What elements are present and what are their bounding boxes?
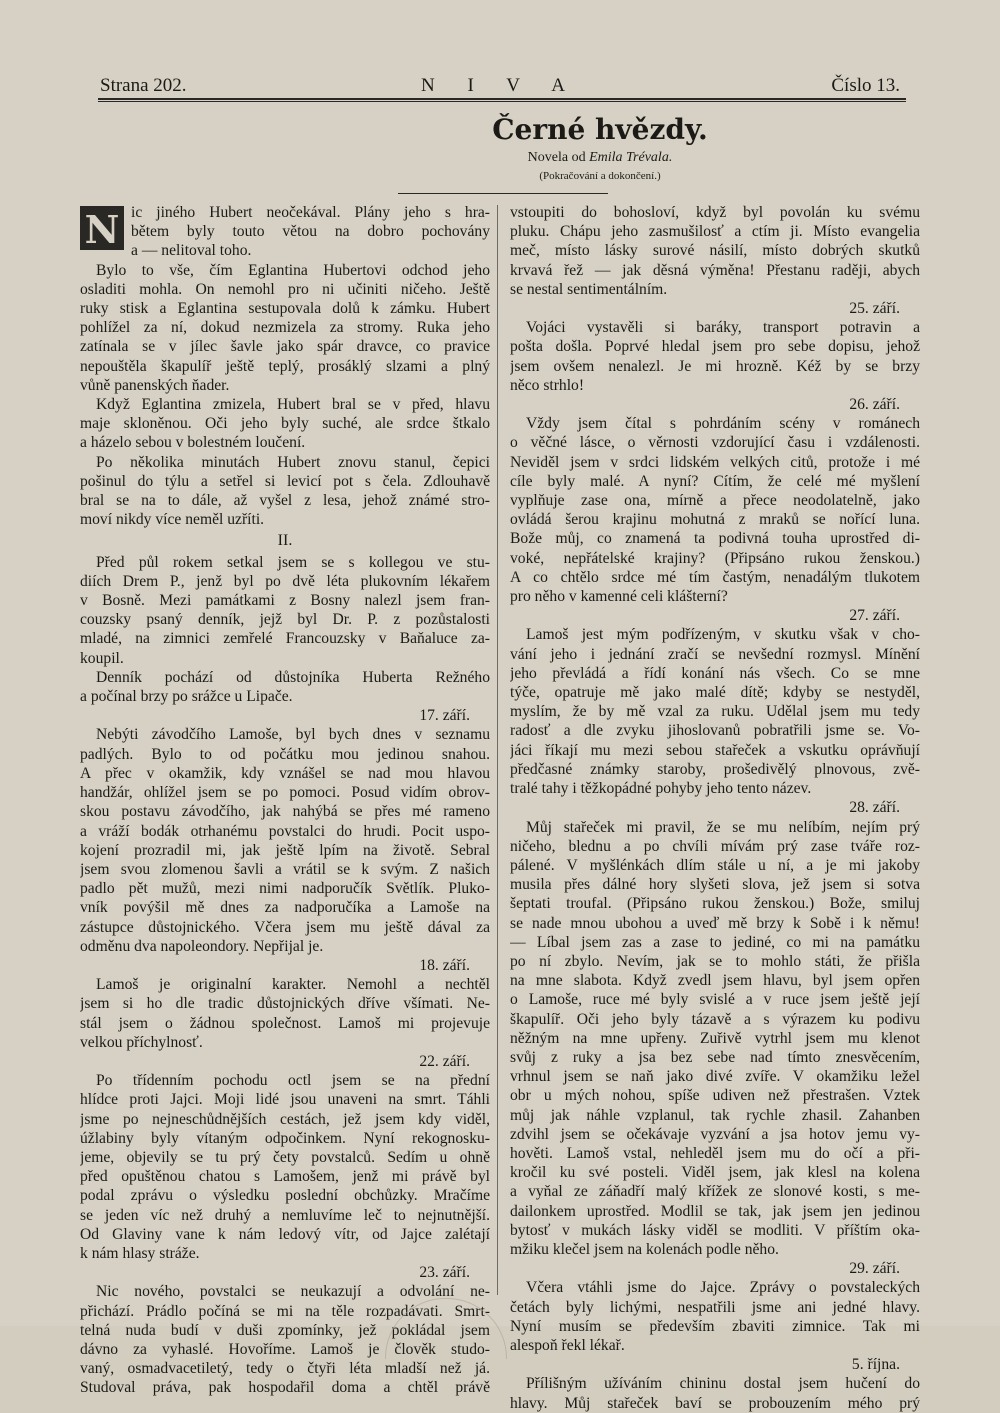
text-line: zatínala se v jílec šavle jako spár dravce, co pravice: [80, 338, 490, 356]
text-line: něžným na mne upřeny. Zuřivě vytrhl jsem mu klenot: [510, 1029, 920, 1047]
diary-date: 17. září.: [419, 707, 470, 725]
text-line: ničeho, blednu a po chvíli mívám prý zase tváře roz-: [510, 837, 920, 855]
text-line: jsem si ho dle tradic důstojnických dříve všímati. Ne-: [80, 995, 490, 1013]
text-line: svůj z ruky a jsa bez sebe nad tímto znesvěcením,: [510, 1048, 920, 1066]
text-line: kročil ku své posteli. Viděl jsem, jak klesl na kolena: [510, 1164, 920, 1182]
text-line: jsem svou zlomenou šavli a vrátil se k svým. Z našich: [80, 860, 490, 878]
text-line: obr u mých nohou, spíše udiven než přestrašen. Vztek: [510, 1087, 920, 1105]
text-line: Nyní musím se především zbaviti zimnice. Tak mi: [510, 1317, 920, 1335]
text-line: Přílišným užíváním chininu dostal jsem hučení do: [526, 1375, 920, 1393]
text-line: a počínal brzy po srážce u Lipače.: [80, 688, 293, 706]
text-line: vstoupiti do bohosloví, když byl povolán ku svému: [510, 204, 920, 221]
text-line: Studoval práva, pak hospodařil doma a chtěl právě: [80, 1379, 490, 1397]
text-line: Včera vtáhli jsme do Jajce. Zprávy o povstaleckých: [526, 1279, 920, 1297]
text-line: diích Drem P., jenž byl po dvě léta plukovním lékařem: [80, 572, 490, 590]
text-line: Po několika minutách Hubert znovu stanul, čepici: [96, 453, 490, 471]
text-line: telná nuda budí v duši zpomínky, jež pokládal jsem: [80, 1321, 490, 1339]
text-line: na mne slabota. Když zvedl jsem hlavu, byl jsem opřen: [510, 972, 920, 990]
diary-date: 26. září.: [849, 396, 900, 414]
text-line: Můj stařeček mi pravil, že se mu nelíbím, nejím prý: [526, 818, 920, 836]
text-line: odměnu dva napoleondory. Nepřijal je.: [80, 937, 324, 955]
text-line: mladé, na zimnici zemřelé Francouzsky v Baňaluce za-: [80, 630, 490, 648]
text-line: četách byly lichými, nespatřili jsme ani jedné hlavy.: [510, 1298, 920, 1316]
text-line: velkou příchylnosť.: [80, 1033, 203, 1051]
text-line: Od Glaviny vane k nám ledový vítr, od Jajce zalétají: [80, 1225, 490, 1243]
text-line: — Líbal jsem zas a zase to jediné, co mi na památku: [510, 933, 920, 951]
text-line: stál jsem o žádnou společnost. Lamoš mi projevuje: [80, 1014, 490, 1032]
text-line: moví nikdy více neměl uzříti.: [80, 511, 265, 529]
text-line: se jeden víc než druhý a nemluvíme leč to nejnutnější.: [80, 1206, 490, 1224]
text-line: ic jiného Hubert neočekával. Plány jeho s hra-: [131, 204, 490, 221]
text-line: vaný, osmadvacetiletý, tedy o čtyři léta mladší než já.: [80, 1360, 490, 1378]
text-line: pluku. Chápu jeho zasmušilosť a ctím ji. Místo evangelia: [510, 223, 920, 241]
text-line: jsem ovšem nenalezl. Je mi hrozně. Kéž by se brzy: [510, 357, 920, 375]
text-line: se nade mnou ubohou a uveď mě brzy k Sobě i k němu!: [510, 914, 920, 932]
diary-date: 25. září.: [849, 300, 900, 318]
diary-date: 5. října.: [851, 1356, 900, 1374]
text-line: po ní zbylo. Nevím, jak se to mohlo státi, že přišla: [510, 952, 920, 970]
text-line: meč, místo lásky surové násilí, místo dobrých skutků: [510, 242, 920, 260]
text-line: pálené. V myšlénkách dlím stále u ní, a je mi jakoby: [510, 856, 920, 874]
diary-date: 23. září.: [419, 1264, 470, 1282]
text-line: týče, opatruje mě jako malé dítě; kdyby se nestyděl,: [510, 684, 920, 702]
text-line: radosť a dle zvyku jihoslovanů pobratřili jsme se. Vo-: [510, 722, 920, 740]
text-line: hlídce proti Jajci. Moji lidé jsou unaveni na smrt. Táhli: [80, 1091, 490, 1109]
text-line: koupil.: [80, 649, 124, 667]
diary-date: 29. září.: [849, 1260, 900, 1278]
text-line: bral se na to dále, až vyšel z lesa, jehož známé stro-: [80, 492, 490, 510]
author-name: Emila Trévala.: [589, 150, 673, 165]
text-line: Bylo to vše, čím Eglantina Hubertovi odchod jeho: [96, 261, 490, 279]
text-line: bytosť v mukách lásky viděl se modliti. V příštím oka-: [510, 1221, 920, 1239]
text-line: ruky stisk a Eglantina sestupovala dolů k zámku. Hubert: [80, 300, 490, 318]
text-line: vník povýšil mě dnes za nadporučíka a Lamoše na: [80, 899, 490, 917]
text-line: o Lamoše, ruce mé byly svislé a v ruce jsem ještě její: [510, 991, 920, 1009]
byline-prefix: Novela od: [527, 150, 590, 165]
header-rule-thin: [98, 101, 906, 102]
text-line: osladiti mohla. On nemohl pro ni učiniti ničeho. Ještě: [80, 280, 490, 298]
page-number: Strana 202.: [100, 75, 187, 96]
diary-date: 27. září.: [849, 607, 900, 625]
text-line: úžlabiny byly vítaným odpočinkem. Nyní rekognosku-: [80, 1129, 490, 1147]
diary-date: 22. září.: [419, 1052, 470, 1070]
text-line: padlých. Bylo to od počátku mou jedinou snahou.: [80, 745, 490, 763]
text-line: jeho převládá a řídí konání nás všech. Co se mne: [510, 664, 920, 682]
text-line: pro něho v kamenné celi klášterní?: [510, 588, 728, 606]
text-line: Před půl rokem setkal jsem se s kollegou ve stu-: [96, 553, 490, 571]
text-line: něco strhlo!: [510, 376, 585, 394]
continuation-note: (Pokračování a dokončení.): [539, 170, 661, 182]
section-heading: II.: [277, 532, 293, 550]
text-line: vání jeho i jednání zračí se nevšední rozmysl. Mínění: [510, 645, 920, 663]
text-line: skou postavu závodčího, jak nahýbá se přes mé rameno: [80, 803, 490, 821]
issue-number: Číslo 13.: [831, 75, 900, 96]
article-byline: [300, 150, 900, 166]
text-line: a vráží bodák otrhanému povstalci do hrudi. Pocit uspo-: [80, 822, 490, 840]
text-line: Nebýti závodčího Lamoše, byl bych dnes v seznamu: [96, 726, 490, 744]
text-line: dávno za vyhaslé. Hovoříme. Lamoš je člověk studo-: [80, 1340, 490, 1358]
text-line: musila přes dálné hory slyšeti slova, jež jsem si sotva: [510, 876, 920, 894]
text-line: o věčné lásce, o věrnosti vzdorující času i vzdálenosti.: [510, 434, 920, 452]
text-line: A přec v okamžik, kdy vznášel se nad mou hlavou: [80, 764, 490, 782]
magazine-name: N I V A: [420, 75, 579, 96]
text-line: Lamoš jest mým podřízeným, v skutku však v cho-: [526, 626, 920, 644]
text-line: v Bosně. Mezi památkami z Bosny nalezl jsem fran-: [80, 592, 490, 610]
text-line: jsme po nejneschůdnějších cestách, jež jsem kdy viděl,: [80, 1110, 490, 1128]
text-line: podal zprávu o výsledku poslední obchůzky. Mračíme: [80, 1187, 490, 1205]
text-line: a házelo sebou v bolestném loučení.: [80, 434, 306, 452]
text-line: hlavy. Můj stařeček baví se probouzením mého prý: [510, 1394, 920, 1412]
text-line: maje skloněnou. Oči jeho byly suché, ale srdce štkalo: [80, 415, 490, 433]
drop-cap: N: [80, 206, 124, 250]
text-line: vůně panenských ňader.: [80, 376, 230, 394]
text-line: Nic nového, povstalci se neukazují a odvolání ne-: [96, 1283, 490, 1301]
text-line: dailonkem uprostřed. Modlil se tak, jak jsem jen jedinou: [510, 1202, 920, 1220]
text-line: voké, nepřátelské krajiny? (Připsáno rukou ženskou.): [510, 549, 920, 567]
text-line: couzsky psaný denník, jejž byl Dr. P. z pozůstalosti: [80, 611, 490, 629]
text-line: Neviděl jsem v srdci lidském velkých citů, protože i mé: [510, 453, 920, 471]
text-line: kojení prozradil mi, jak ještě lpím na životě. Sebral: [80, 841, 490, 859]
text-line: Po třídenním pochodu octl jsem se na přední: [96, 1072, 490, 1090]
text-line: vyplňuje zase ona, mírně a přece neodolatelně, jako: [510, 492, 920, 510]
text-line: jáci říkají mu mezi sebou stařeček a vskutku oprávňují: [510, 741, 920, 759]
text-line: krvavá řež — jak děsná výměna! Přestanu raději, abych: [510, 261, 920, 279]
text-line: cíle byly malé. A nyní? Cítím, že celé mé myšlení: [510, 472, 920, 490]
text-line: bětem byly touto větou na dobro pochovány: [131, 223, 490, 241]
text-line: Vojáci vystavěli si baráky, transport potravin a: [526, 319, 920, 337]
text-line: jeme, objevily se tu prý čety povstalců. Sedím u ohně: [80, 1148, 490, 1166]
text-line: Bože můj, co znamená ta podivná touha uprostřed di-: [510, 530, 920, 548]
text-line: Když Eglantina zmizela, Hubert bral se v před, hlavu: [96, 396, 490, 414]
text-line: tralé tahy i těžkopádné pohyby jeho tento název.: [510, 780, 812, 798]
article-title: Černé hvězdy.: [492, 113, 708, 146]
text-line: A co chtělo srdce mé tím častým, nenadálým tlukotem: [510, 568, 920, 586]
text-line: pošta došla. Poprvé hledal jsem pro sebe dopisu, jehož: [510, 338, 920, 356]
text-line: myslím, že by mě vzal za ruku. Udělal jsem mu tedy: [510, 703, 920, 721]
text-line: vrhnul jsem se naň jako divé zvíře. V okamžiku ležel: [510, 1068, 920, 1086]
text-line: přichází. Prádlo počíná se mi na těle rozpadávati. Smrt-: [80, 1302, 490, 1320]
text-line: handžár, ohlížel jsem se po pomoci. Posud vidím obrov-: [80, 784, 490, 802]
text-line: pošinul do týlu a setřel si levicí pot s čela. Zdlouhavě: [80, 472, 490, 490]
text-line: můj jak náhle vzplanul, tak rychle zhasil. Zahanben: [510, 1106, 920, 1124]
text-line: a vyňal ze záňadří malý křížek ze slonové kosti, s me-: [510, 1183, 920, 1201]
text-line: zástupce důstojnického. Včera jsem mu ještě dával za: [80, 918, 490, 936]
text-line: zdvihl jsem se očekávaje vyzvání a jsa hotov jemu vy-: [510, 1125, 920, 1143]
text-line: padlo pět mužů, mezi nimi nadporučík Světlík. Pluko-: [80, 880, 490, 898]
text-line: Vždy jsem čítal s pohrdáním scény v románech: [526, 415, 920, 433]
text-line: alespoň řekl lékař.: [510, 1336, 625, 1354]
text-line: předčasné známky staroby, prošedivělý plnovous, zvě-: [510, 760, 920, 778]
text-line: Denník pochází od důstojníka Huberta Režného: [96, 668, 490, 686]
left-column: [80, 203, 490, 1398]
column-divider: [497, 205, 498, 1295]
text-line: se nestal sentimentálním.: [510, 280, 668, 298]
text-line: škapulíř. Oči jeho byly tázavě a s výrazem ku podivu: [510, 1010, 920, 1028]
title-rule: [398, 193, 608, 194]
diary-date: 18. září.: [419, 956, 470, 974]
diary-date: 28. září.: [849, 799, 900, 817]
text-line: šeptati troufal. (Připsáno rukou ženskou.) Bože, smiluj: [510, 895, 920, 913]
text-line: mžiku klečel jsem na kolenách podle něho.: [510, 1240, 779, 1258]
text-line: před opuštěnou chatou s Lamošem, jenž mi právě byl: [80, 1168, 490, 1186]
header-rule: [98, 98, 906, 100]
text-line: hověti. Lamoš vstal, nehleděl jsem mu do očí a při-: [510, 1144, 920, 1162]
text-line: a — nelitoval toho.: [131, 242, 252, 260]
text-line: ovládá šerou krajinu mohutná z mraků se nořící luna.: [510, 511, 920, 529]
text-line: k nám hlasy stráže.: [80, 1244, 200, 1262]
text-line: Lamoš je originalní karakter. Nemohl a nechtěl: [96, 976, 490, 994]
right-column: [510, 203, 920, 1413]
text-line: nepouštěla škapulíř ještě teplý, prosáklý slzami a plný: [80, 357, 490, 375]
text-line: pohlížel za ní, dokud nezmizela za stromy. Ruka jeho: [80, 319, 490, 337]
